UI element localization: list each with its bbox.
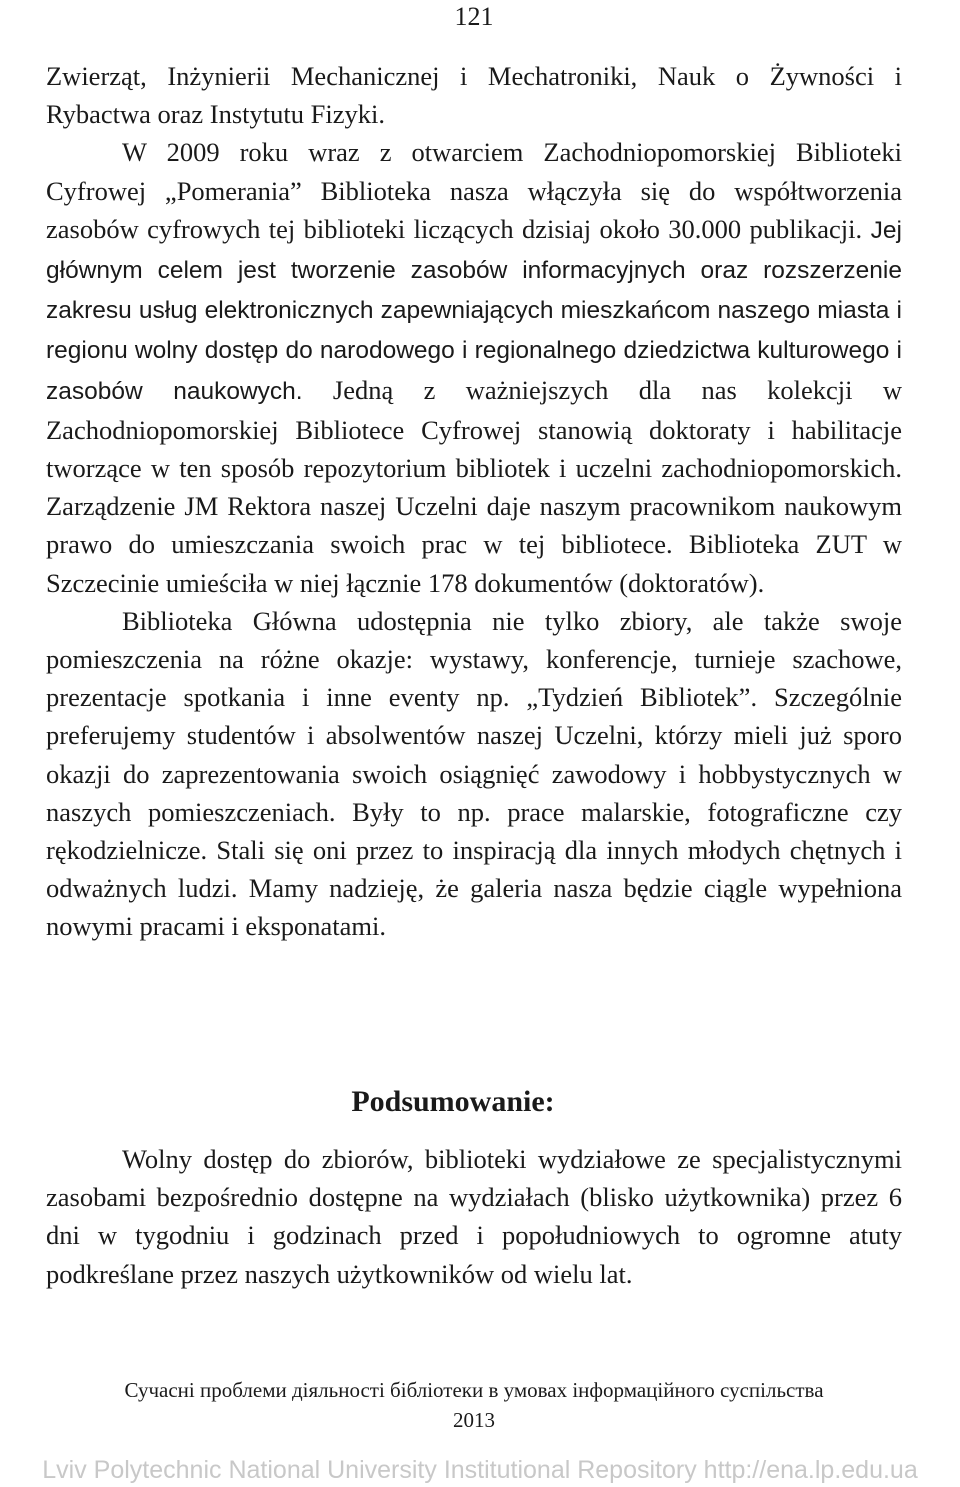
body-text xyxy=(46,57,902,946)
summary-paragraph: Wolny dostęp do zbiorów, biblioteki wydziałowe ze specjalistycznymi zasobami bezpośrednio dostępne na wydziałach (blisko użytkownika) przez 6 dni w tygodniu i godzinach przed i popołudniowych to ogromne atuty podkreślane przez naszych użytkowników od wielu lat. xyxy=(46,1144,902,1289)
footer-year: 2013 xyxy=(453,1408,495,1432)
summary-text xyxy=(46,1140,902,1293)
paragraph-2 xyxy=(46,133,902,601)
repository-watermark: Lviv Polytechnic National University Institutional Repository http://ena.lp.edu.ua xyxy=(42,1456,918,1484)
footer-journal-title: Сучасні проблеми діяльності бібліотеки в умовах інформаційного суспільства xyxy=(124,1378,824,1402)
section-heading: Podsumowanie: xyxy=(351,1085,555,1118)
paragraph-2-part-1: W 2009 roku wraz z otwarciem Zachodniopomorskiej Biblioteki Cyfrowej „Pomerania” Biblioteka nasza włączyła się do współtworzenia zasobów cyfrowych tej biblioteki liczących dzisiaj około 30.000 publikacji. xyxy=(46,137,902,244)
paragraph-2-part-2: Jej głównym celem jest tworzenie zasobów informacyjnych oraz rozszerzenie zakresu usług elektronicznych zapewniających mieszkańcom naszego miasta i regionu wolny dostęp do narodowego i regionalnego dziedzictwa kulturowego i zasobów naukowych. xyxy=(46,216,902,405)
paragraph-3: Biblioteka Główna udostępnia nie tylko zbiory, ale także swoje pomieszczenia na różne okazje: wystawy, konferencje, turnieje szachowe, prezentacje spotkania i inne eventy np. „Tydzień Bibliotek”. Szczególnie preferujemy studentów i absolwentów naszej Uczelni, którzy mieli już sporo okazji do zaprezentowania swoich osiągnięć zawodowy i hobbystycznych w naszych pomieszczeniach. Były to np. prace malarskie, fotograficzne czy rękodzielnicze. Stali się oni przez to inspiracją dla innych młodych chętnych i odważnych ludzi. Mamy nadzieję, że galeria nasza będzie ciągle wypełniona nowymi pracami i eksponatami. xyxy=(46,605,902,942)
page-number: 121 xyxy=(454,2,494,31)
paragraph-1: Zwierząt, Inżynierii Mechanicznej i Mechatroniki, Nauk o Żywności i Rybactwa oraz Instytutu Fizyki. xyxy=(46,61,902,130)
paragraph-2-part-3: Jedną z ważniejszych dla nas kolekcji w Zachodniopomorskiej Bibliotece Cyfrowej stanowią doktoraty i habilitacje tworzące w ten sposób repozytorium bibliotek i uczelni zachodniopomorskich. Zarządzenie JM Rektora naszej Uczelni daje naszym pracownikom naukowym prawo do umieszczania swoich prac w tej bibliotece. Biblioteka ZUT w Szczecinie umieściła w niej łącznie 178 dokumentów (doktoratów). xyxy=(46,374,902,598)
